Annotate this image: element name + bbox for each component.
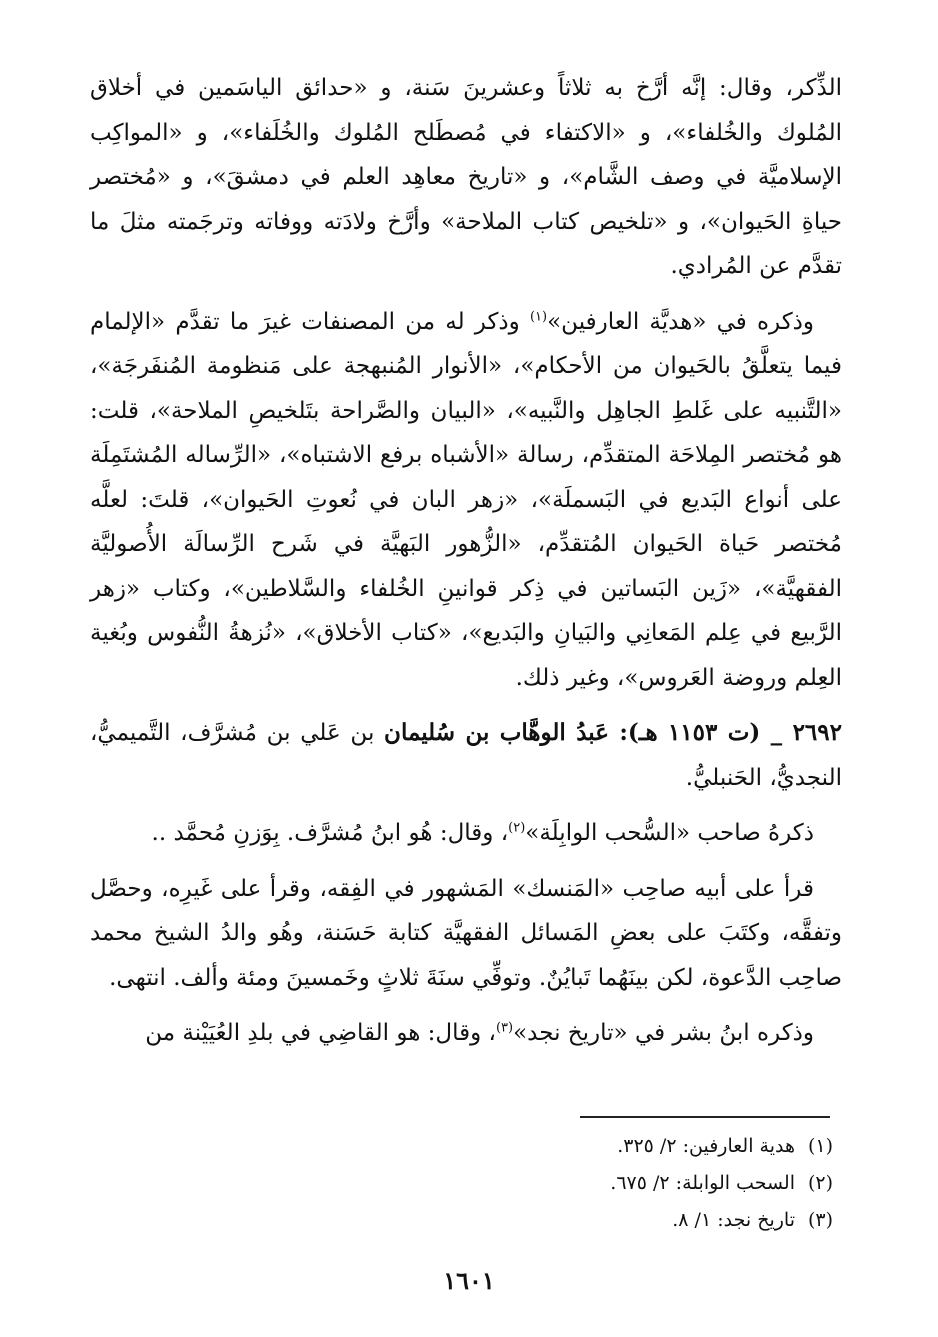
paragraph-6-text: ، وقال: هو القاضِي في بلدِ العُيَيْنة من (145, 1020, 496, 1046)
footnote-separator (580, 1116, 830, 1118)
paragraph-6 (90, 1011, 842, 1056)
footnotes (333, 1128, 833, 1239)
paragraph-2-text: وذكر له من المصنفات غيرَ ما تقدَّم «الإلمام فيما يتعلَّقُ بالحَيوان من الأحكام»، «الأنوار المُنبهجة على مَنظومة المُنفَرجَة»، «التَّنبيه على غَلطِ الجاهِل والنَّبيه»، «البيان والصَّراحة بتَلخيصِ الملاحة»، قلت: هو مُختصر المِلاحَة المتقدِّم، رسالة «الأشباه برفع الاشتباه»، «الرِّساله المُشتَمِلَة على أنواع البَديع في البَسملَة»، «زهر البان في نُعوتِ الحَيوان»، قلتَ: لعلَّه مُختصر حَياة الحَيوان المُتقدِّم، «الزُّهور البَهيَّة في شَرح الرِّسالَة الأُصوليَّة الفقهيَّة»، «زَين البَساتين في ذِكر قوانينِ الخُلفاء والسَّلاطين»، وكتاب «زهر الرَّبيع في عِلم المَعانِي والبَيانِ والبَديع»، «كتاب الأخلاق»، «نُزهةُ النُّفوس وبُغية العِلم وروضة العَروس»، وغير ذلك. (90, 308, 842, 691)
footnote-2-number: (٢) (807, 1172, 833, 1194)
paragraph-1 (90, 66, 842, 289)
footnote-2-text: السحب الوابلة: ٢/ ٦٧٥. (610, 1172, 795, 1194)
paragraph-4-text: ، وقال: هُو ابنُ مُشرَّف. بِوَزنِ مُحمَّد .. (151, 820, 509, 846)
paragraph-5 (90, 867, 842, 1001)
paragraph-2-lead: وذكره في «هديَّة العارفين» (547, 308, 814, 335)
footnote-ref-1: (١) (529, 308, 548, 324)
paragraph-4-lead: ذكرهُ صاحب «السُّحب الوابِلَة» (525, 820, 814, 846)
footnote-1 (333, 1128, 833, 1165)
page-number: ١٦٠١ (443, 1266, 495, 1295)
footnote-1-number: (١) (807, 1135, 833, 1157)
footnote-ref-3: (٣) (495, 1020, 514, 1036)
paragraph-5-text: قرأ على أبيه صاحِب «المَنسك» المَشهور في الفِقه، وقرأ على غَيرِه، وحصَّل وتفقَّه، وكتَبَ على بعضِ المَسائل الفقهيَّة كتابة حَسَنة، وهُو والدُ الشيخ محمد صاحِب الدَّعوة، لكن بينَهُما تَبايُنٌ. وتوفِّي سنَةَ ثلاثٍ وخَمسينَ ومئة وألف. انتهى. (90, 875, 842, 991)
entry-2692 (90, 711, 842, 800)
paragraph-1-text: الذِّكر، وقال: إنَّه أرَّخ به ثلاثاً وعشرينَ سَنة، و «حدائق الياسَمين في أخلاق المُلوك والخُلفاء»، و «الاكتفاء في مُصطَلح المُلوك والخُلَفاء»، و «المواكِب الإسلاميَّة في وصف الشَّام»، و «تاريخ معاهِد العلم في دمشقَ»، و «مُختصر حياةِ الحَيوان»، و «تلخيص كتاب الملاحة» وأرَّخ ولادَته ووفاته وترجَمته مثلَ ما تقدَّم عن المُرادي. (90, 75, 842, 279)
footnote-1-text: هدية العارفين: ٢/ ٣٢٥. (617, 1135, 795, 1157)
entry-lineage: بن عَلي بن مُشرَّف، التَّميميُّ، النجديُّ، الحَنبليُّ. (90, 720, 842, 791)
footnote-ref-2: (٢) (508, 820, 526, 836)
footnote-3-number: (٣) (807, 1209, 833, 1231)
paragraph-6-lead: وذكره ابنُ بشر في «تاريخ نجد» (513, 1020, 814, 1046)
page-body (90, 66, 842, 1067)
footnote-3 (333, 1202, 833, 1239)
paragraph-2 (90, 300, 842, 701)
paragraph-4 (90, 811, 842, 856)
entry-heading: ٢٦٩٢ _ (ت ١١٥٣ هـ): عَبدُ الوهَّاب بن سُليمان (384, 719, 842, 746)
footnote-2 (333, 1165, 833, 1202)
footnote-3-text: تاريخ نجد: ١/ ٨. (672, 1209, 795, 1231)
